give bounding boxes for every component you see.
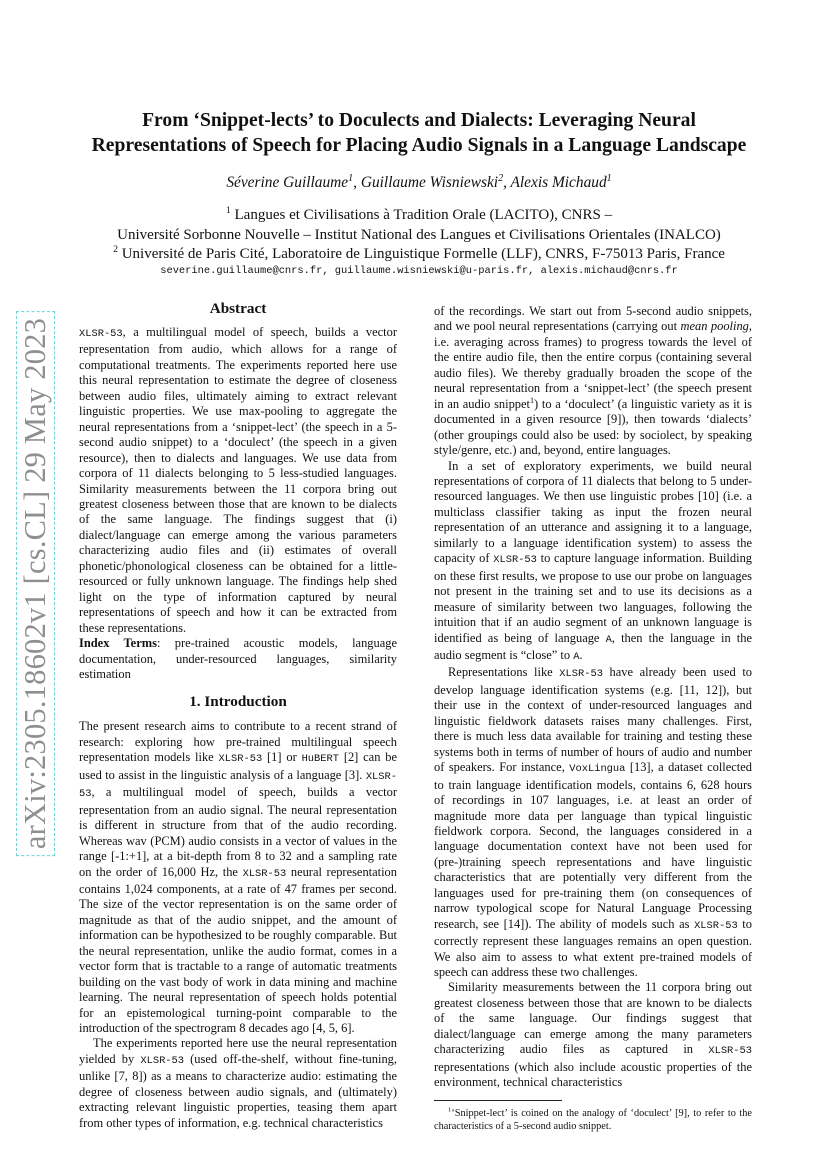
right-paragraph-4 [434,980,752,1090]
paper-title [60,108,778,158]
index-terms-label: Index Terms [79,636,157,651]
code-term: XLSR-53 [79,328,123,340]
code-term: HuBERT [301,753,339,766]
affiliation-1-mark: 1 [225,205,231,216]
text-run: ) to a ‘doculect’ (a linguistic variety as it is documented in a given resource [9]), then towards ‘dialects’ (other groupings could also be used: by sociolect, by speaking style/genre, etc.) and, beyond, entire languages. [434,396,752,458]
right-paragraph-2 [434,459,752,666]
footnote-marker: 1 [530,395,535,405]
text-run: The experiments reported here use the neural representation yielded by [79,1036,397,1066]
code-term: VoxLingua [569,763,626,776]
author-2-affil: 2 [498,172,504,184]
text-run: [1] or [262,750,302,765]
arxiv-stamp-text: arXiv:2305.18602v1 [cs.CL] 29 May 2023 [17,310,56,855]
text-run: In a set of exploratory experiments, we build neural representations of corpora of 11 dialects that belong to 5 under-resourced languages. We then use linguistic probes [10] (i.e. a multiclass classifier taking as input the frozen neural representation of an utterance and assigning it to a language, similarly to a language identification system) to assess the capacity of [434,458,752,566]
text-run: [13], a dataset collected to train language identification models, contains 6, 628 hours of recordings in 107 languages, i.e. at least an order of magnitude more data per language than typical linguistic fieldwork corpora. Second, the languages considered in a language documentation context have not been used for (pre-)training speech representations and have linguistic characteristics that are potentially very different from the languages used for pre-training them (on consequences of narrow typological scope for Natural Language Processing research, see [14]). The ability of models such as [434,760,752,931]
code-term: XLSR-53 [559,668,603,681]
text-run: Representations like [448,665,560,680]
title-line-1: From ‘Snippet-lects’ to Doculects and Dialects: Leveraging Neural [142,110,696,131]
author-list: Séverine Guillaume$^1$, Guillaume Wisniewski$^2$, Alexis Michaud$^1$ [226,172,612,191]
right-paragraph-3 [434,665,752,980]
text-run: [2] can be used to assist in the linguistic analysis of a language [3]. [79,750,397,782]
code-term: XLSR-53 [694,919,738,932]
arxiv-stamp [17,318,55,848]
code-term: A [605,633,612,646]
text-run: Similarity measurements between the 11 corpora bring out greatest closeness between those that are known to be dialects of the same language. Our findings suggest that dialect/language can emerge among the many parameters characterizing audio files as captured in [434,980,752,1057]
abstract-heading: Abstract [209,300,267,317]
code-term: XLSR-53 [242,867,287,880]
author-2: Guillaume Wisniewski [360,174,499,191]
author-3-affil: 1 [606,172,612,184]
footnote-text: ‘Snippet-lect’ is coined on the analogy of ‘doculect’ [9], to refer to the characteristics of a 5-second audio snippet. [434,1107,752,1132]
text-run: , then the language in the audio segment is “close” to [434,630,753,662]
index-terms [79,636,397,682]
text-run: , i.e. averaging across frames) to progress towards the level of the entire audio file, then the entire corpus (containing several audio files). We thereby gradually broaden the scope of the neural representation from a ‘snippet-lect’ (the speech present in an audio snippet [434,319,752,411]
index-terms-text: : pre-trained acoustic models, language documentation, under-resourced languages, similarity estimation [79,636,397,681]
footnote-rule [434,1100,562,1101]
text-run: (used off-the-shelf, without fine-tuning, unlike [7, 8]) as a means to characterize audio: estimating the degree of closeness between audio signals, and (ultimately) extracting relevant linguistic properties, teasing them apart from other types of information, e.g. technical characteristics [79,1051,397,1130]
author-1: Séverine Guillaume [226,174,349,191]
affiliation-1-continued: Université Sorbonne Nouvelle – Institut National des Langues et Civilisations Orientales (INALCO) [117,226,721,243]
abstract-text [79,325,397,636]
footnote [434,1107,752,1133]
right-paragraph-1 [434,304,752,459]
code-term: XLSR-53 [708,1045,752,1058]
affiliation-1-line-1: Langues et Civilisations à Tradition Orale (LACITO), CNRS – [230,207,613,223]
abstract-body: , a multilingual model of speech, builds a vector representation from audio, which allows for a range of computational treatments. The experiments reported here use this neural representation to estimate the degree of closeness between audio files, ultimately aiming to extract relevant linguistic properties. We use max-pooling to aggregate the neural representations from a ‘snippet-lect’ (the speech in a 5-second audio snippet) to a ‘doculect’ (the speech in a given resource), then to dialects and languages. We use data from corpora of 11 dialects belonging to 5 less-studied languages. Similarity measurements between the 11 corpora bring out greatest closeness between those that are known to be dialects of the same language. The findings suggest that (i) dialect/language can emerge among the various parameters characterizing audio files and (ii) estimates of overall phonetic/phonological closeness can be obtained for a little-resourced or fully unknown language. The findings help shed light on the type of information captured by neural representations of speech and how it can be extracted from these representations. [79,325,397,635]
code-term: A [573,650,580,663]
author-emails: severine.guillaume@cnrs.fr, guillaume.wisniewski@u-paris.fr, alexis.michaud@cnrs.fr [160,265,678,277]
code-term: XLSR-53 [79,770,397,801]
left-column [79,300,397,1131]
text-run: , a multilingual model of speech, builds a vector representation from an audio signal. The neural representation is different in structure from that of the audio recording. Whereas wav (PCM) audio consists in a vector of values in the range [-1:+1], at a bit-depth from 8 to 32 and a sampling rate on the order of 16,000 Hz, the [79,785,397,879]
affiliation-1 [60,206,778,226]
code-term: XLSR-53 [493,554,537,567]
right-column [434,304,752,1133]
author-1-affil: 1 [348,172,354,184]
affiliation-2-mark: 2 [113,244,118,255]
text-run: of the recordings. We start out from 5-second audio snippets, and we pool neural representations (carrying out [434,304,752,334]
text-run: to capture language information. Building on these first results, we propose to use our probe on languages not present in the training set and to use its decisions as a measure of similarity between two languages, following the intuition that if an audio segment of an unknown language is identified as being of language [434,551,753,645]
code-term: XLSR-53 [218,753,263,766]
intro-paragraph-2 [79,1036,397,1131]
text-run: . [579,647,583,662]
text-run: The present research aims to contribute to a recent strand of research: exploring how pre-trained multilingual speech representation models like [79,719,397,765]
affiliation-2-text: Université de Paris Cité, Laboratoire de Linguistique Formelle (LLF), CNRS, F-75013 Paris, France [117,246,725,262]
title-line-2: Representations of Speech for Placing Audio Signals in a Language Landscape [91,135,747,156]
text-run: to correctly represent these languages remains an open question. We also aim to assess to what extent pre-trained models of speech can address these two challenges. [434,916,752,980]
text-run: representations (which also include acoustic properties of the environment, technical characteristics [434,1059,752,1090]
author-3: Alexis Michaud [510,174,607,191]
intro-paragraph-1 [79,719,397,1036]
code-term: XLSR-53 [140,1054,185,1067]
emphasis: mean pooling [680,319,749,334]
affiliation-2 [60,245,778,265]
text-run: neural representation contains 1,024 components, at a rate of 47 frames per second. The size of the vector representation is on the same order of magnitude as that of the audio snippet, and the amount of information can be hypothesized to be roughly comparable. But the neural representation, unlike the audio format, comes in a vector form that is tractable to a range of automatic treatments building on the vast body of work in data mining and machine learning. The neural representation of speech holds potential for an epistemological turning-point comparable to the introduction of the spectrogram 8 decades ago [4, 5, 6]. [79,864,397,1036]
footnote-mark: 1 [448,1106,452,1114]
affiliations [60,206,778,265]
introduction-heading: 1. Introduction [189,693,287,711]
text-run: have already been used to develop language identification systems (e.g. [11, 12]), but their use in the context of under-resourced languages and linguistic fieldwork datasets raises many challenges. First, there is much less data available for training and testing these systems both in terms of number of hours of audio and number of speakers. For instance, [434,665,752,775]
